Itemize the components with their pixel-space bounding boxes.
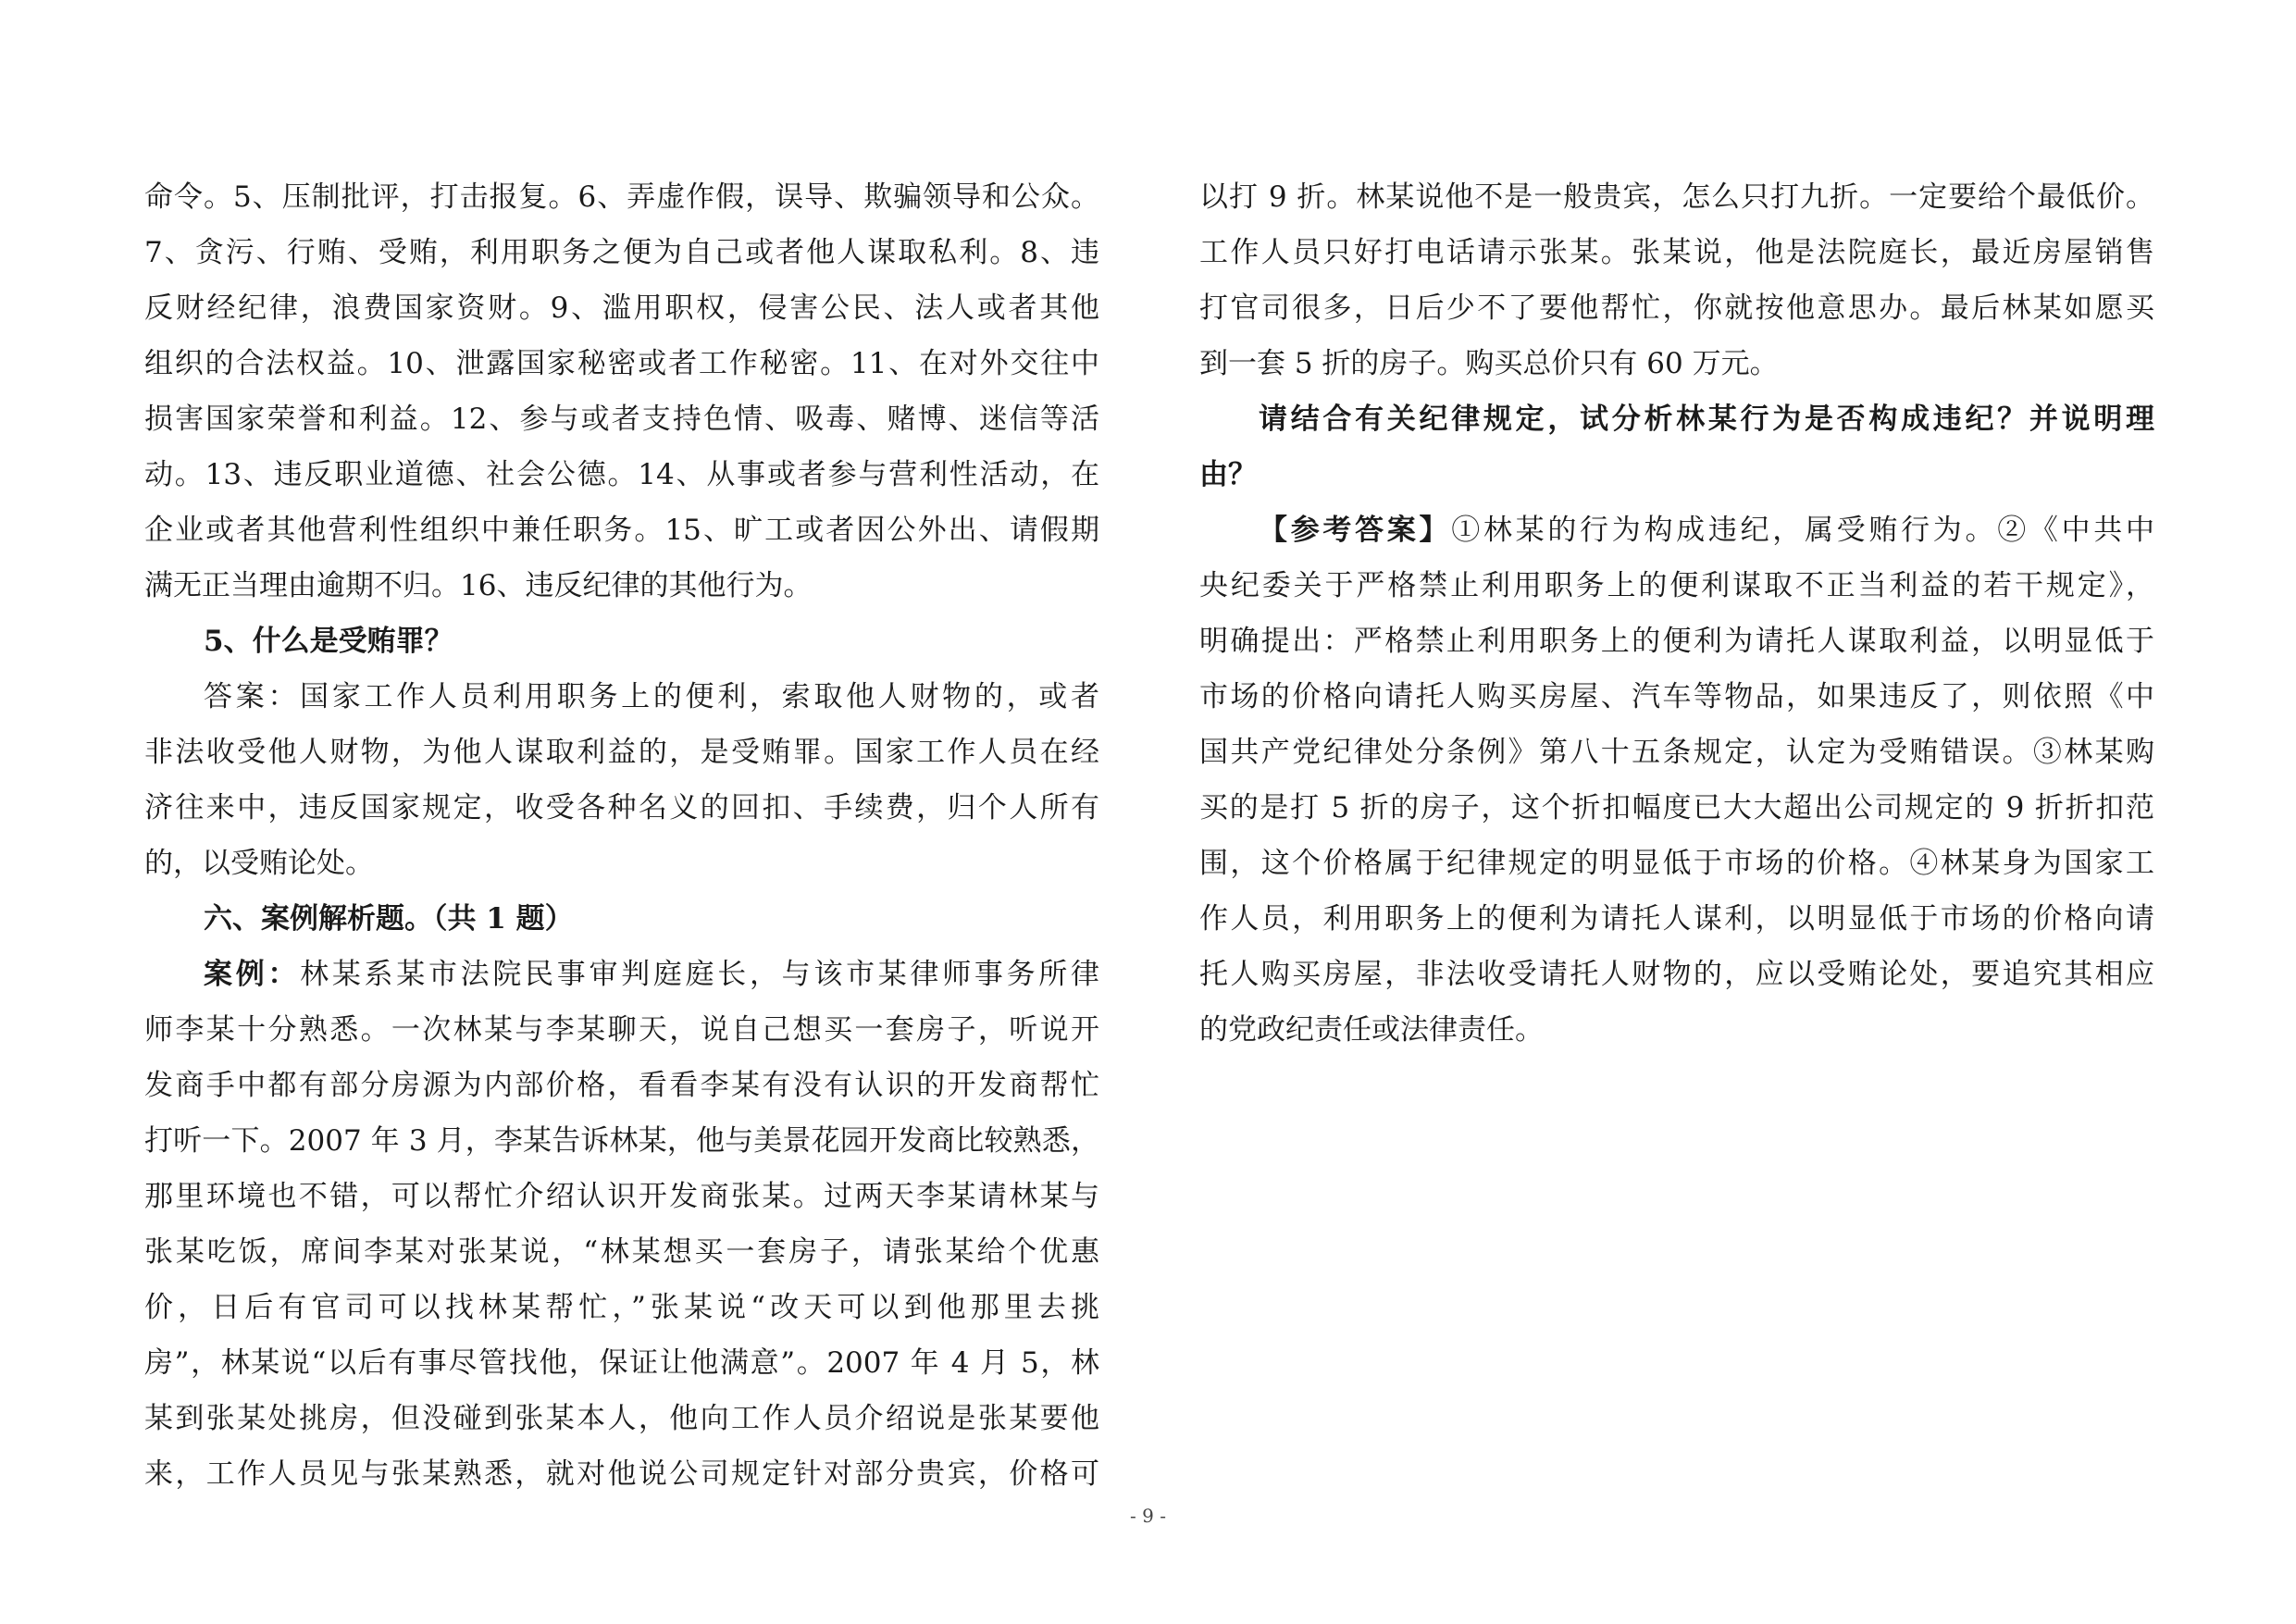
answer-line: 答案：国家工作人员利用职务上的便利，索取他人财物的，或者 [204, 680, 1099, 713]
answer-line: 非法收受他人财物，为他人谋取利益的，是受贿罪。国家工作人员在经 [144, 736, 1099, 769]
case-text: 林某系某市法院民事审判庭庭长，与该市某律师事务所律 [300, 958, 1099, 991]
answer-line: 托人购买房屋，非法收受请托人财物的，应以受贿论处，要追究其相应 [1199, 958, 2154, 991]
case-line: 某到张某处挑房，但没碰到张某本人，他向工作人员介绍说是张某要他 [144, 1402, 1099, 1435]
case-intro-line [144, 947, 1099, 1002]
reference-answer-text: ①林某的行为构成违纪，属受贿行为。②《中共中 [1451, 514, 2154, 547]
case-question: 请结合有关纪律规定，试分析林某行为是否构成违纪？并说明理 [1259, 403, 2154, 436]
case-line: 发商手中都有部分房源为内部价格，看看李某有没有认识的开发商帮忙 [144, 1069, 1099, 1102]
case-line: 到一套 5 折的房子。购买总价只有 60 万元。 [1199, 347, 1779, 380]
answer-line: 围，这个价格属于纪律规定的明显低于市场的价格。④林某身为国家工 [1199, 847, 2154, 880]
answer-line: 央纪委关于严格禁止利用职务上的便利谋取不正当利益的若干规定》， [1199, 569, 2154, 602]
case-label: 案例： [204, 958, 301, 991]
answer-line: 买的是打 5 折的房子，这个折扣幅度已大大超出公司规定的 9 折折扣范 [1199, 791, 2154, 824]
section-heading: 六、案例解析题。（共 1 题） [204, 902, 574, 936]
case-line: 那里环境也不错，可以帮忙介绍认识开发商张某。过两天李某请林某与 [144, 1180, 1099, 1213]
case-question: 由？ [1199, 458, 1257, 491]
page-number: - 9 - [1130, 1505, 1166, 1527]
text-line: 命令。5、压制批评，打击报复。6、弄虚作假，误导、欺骗领导和公众。 [144, 180, 1099, 214]
text-line: 7、贪污、行贿、受贿，利用职务之便为自己或者他人谋取私利。8、违 [144, 236, 1099, 269]
text-line: 动。13、违反职业道德、社会公德。14、从事或者参与营利性活动，在 [144, 458, 1099, 491]
case-line: 来，工作人员见与张某熟悉，就对他说公司规定针对部分贵宾，价格可 [144, 1457, 1099, 1491]
answer-line: 市场的价格向请托人购买房屋、汽车等物品，如果违反了，则依照《中 [1199, 680, 2154, 713]
answer-line: 济往来中，违反国家规定，收受各种名义的回扣、手续费，归个人所有 [144, 791, 1099, 824]
text-line: 反财经纪律，浪费国家资财。9、滥用职权，侵害公民、法人或者其他 [144, 291, 1099, 325]
case-line: 打官司很多，日后少不了要他帮忙，你就按他意思办。最后林某如愿买 [1199, 291, 2154, 325]
text-line: 满无正当理由逾期不归。16、违反纪律的其他行为。 [144, 569, 813, 602]
answer-line: 明确提出：严格禁止利用职务上的便利为请托人谋取利益，以明显低于 [1199, 625, 2154, 658]
left-column [144, 169, 1099, 1502]
answer-line: 作人员，利用职务上的便利为请托人谋利，以明显低于市场的价格向请 [1199, 902, 2154, 936]
question-heading: 5、什么是受贿罪？ [204, 625, 453, 658]
text-line: 企业或者其他营利性组织中兼任职务。15、旷工或者因公外出、请假期 [144, 514, 1099, 547]
reference-answer-label: 【参考答案】 [1259, 514, 1452, 547]
case-line: 价，日后有官司可以找林某帮忙，”张某说“改天可以到他那里去挑 [144, 1291, 1099, 1324]
right-column [1199, 169, 2154, 1058]
case-line: 师李某十分熟悉。一次林某与李某聊天，说自己想买一套房子，听说开 [144, 1013, 1099, 1047]
answer-line: 的党政纪责任或法律责任。 [1199, 1013, 1544, 1047]
case-line: 房”，林某说“以后有事尽管找他，保证让他满意”。2007 年 4 月 5，林 [144, 1346, 1099, 1380]
answer-line: 的，以受贿论处。 [144, 847, 374, 880]
case-line: 工作人员只好打电话请示张某。张某说，他是法院庭长，最近房屋销售 [1199, 236, 2154, 269]
reference-answer-line [1199, 502, 2154, 558]
case-line: 打听一下。2007 年 3 月，李某告诉林某，他与美景花园开发商比较熟悉， [144, 1124, 1099, 1158]
case-line: 张某吃饭，席间李某对张某说，“林某想买一套房子，请张某给个优惠 [144, 1235, 1099, 1269]
text-line: 组织的合法权益。10、泄露国家秘密或者工作秘密。11、在对外交往中 [144, 347, 1099, 380]
text-line: 损害国家荣誉和利益。12、参与或者支持色情、吸毒、赌博、迷信等活 [144, 403, 1099, 436]
answer-line: 国共产党纪律处分条例》第八十五条规定，认定为受贿错误。③林某购 [1199, 736, 2154, 769]
case-line: 以打 9 折。林某说他不是一般贵宾，怎么只打九折。一定要给个最低价。 [1199, 180, 2154, 214]
